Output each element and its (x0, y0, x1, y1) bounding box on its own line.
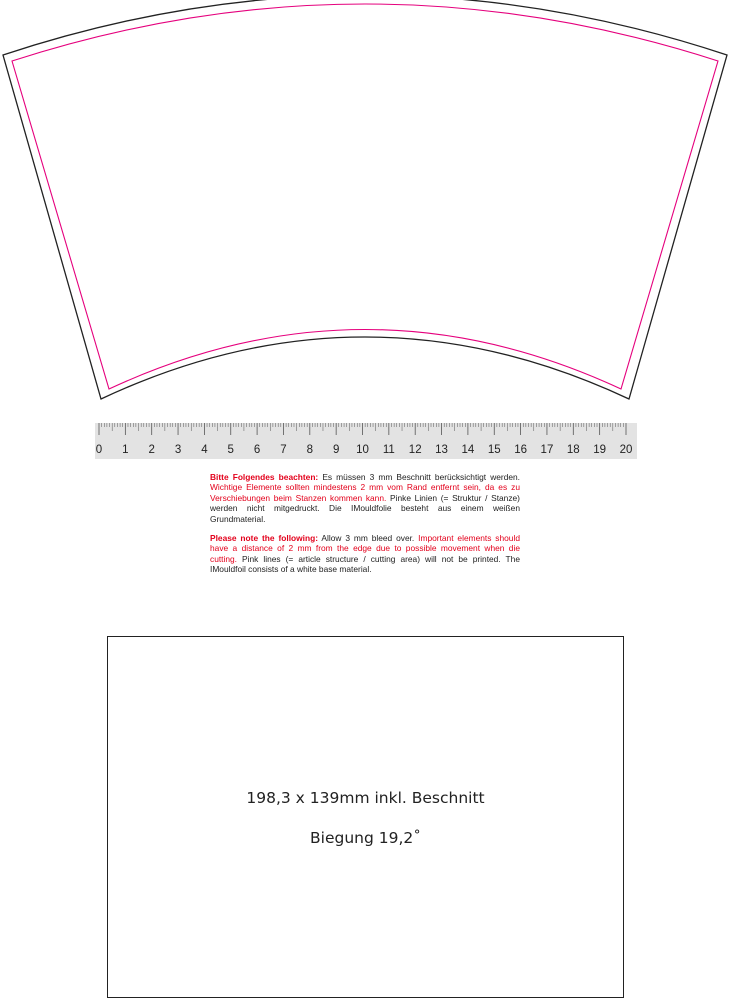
ruler-label: 13 (435, 444, 448, 456)
notes-german-warning: Wichtige Elemente sollten mindestens 2 mm vom Rand entfernt sein, da es zu Verschiebungen beim Stanzen kommen kann. (210, 482, 520, 503)
notes-english (210, 533, 520, 575)
ruler-label: 8 (306, 444, 314, 456)
ruler-label: 19 (593, 444, 607, 456)
ruler-label: 20 (619, 444, 633, 456)
cup-wrap-template (0, 0, 731, 420)
notes-english-heading: Please note the following: (210, 533, 318, 544)
ruler-label: 14 (461, 444, 475, 456)
notes-german-heading: Bitte Folgendes beachten: (210, 472, 319, 482)
ruler-label: 10 (356, 444, 369, 456)
notes-english-text2: Pink lines (= article structure / cutting area) will not be printed. The IMouldfoil consists of a white base material. (210, 553, 520, 575)
ruler-label: 4 (201, 444, 208, 456)
ruler-label: 15 (487, 444, 501, 456)
ruler-label: 11 (382, 444, 395, 456)
notes-english-warning: Important elements should have a distance of 2 mm from the edge due to possible movement when die cutting. (210, 533, 520, 564)
ruler-label: 12 (408, 444, 422, 456)
ruler-label: 2 (148, 444, 155, 456)
notes-german-text1: Es müssen 3 mm Beschnitt berücksichtigt werden. (318, 472, 521, 482)
print-notes (210, 472, 520, 584)
spec-size-label: 198,3 x 139mm inkl. Beschnitt (246, 789, 485, 807)
ruler-label: 18 (566, 444, 580, 456)
ruler-label: 16 (514, 444, 527, 456)
ruler (95, 423, 637, 459)
notes-german (210, 472, 520, 524)
ruler-label: 9 (332, 444, 340, 456)
ruler-label: 1 (122, 444, 129, 456)
ruler-labels (96, 444, 633, 456)
ruler-label: 3 (174, 444, 182, 456)
ruler-label: 17 (540, 444, 554, 456)
notes-german-text2: Pinke Linien (= Struktur / Stanze) werden nicht mitgedruckt. Die IMouldfolie besteht aus einem weißen Grundmaterial. (210, 492, 520, 524)
ruler-label: 0 (95, 444, 103, 456)
ruler-label: 6 (253, 444, 261, 456)
notes-english-text1: Allow 3 mm bleed over. (318, 533, 419, 544)
ruler-ticks (99, 423, 626, 435)
ruler-label: 5 (227, 444, 234, 456)
bleed-outline (3, 0, 727, 399)
spec-bend-label: Biegung 19,2˚ (310, 829, 421, 847)
ruler-label: 7 (280, 444, 287, 456)
spec-box (107, 636, 624, 998)
